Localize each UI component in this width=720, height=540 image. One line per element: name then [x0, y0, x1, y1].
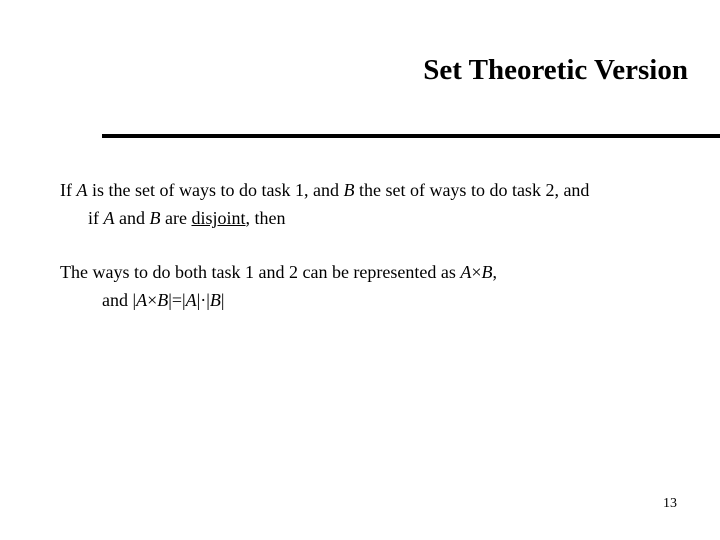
set-b-symbol: B — [209, 290, 221, 310]
text-run: , — [492, 262, 498, 282]
text-run: is the set of ways to do task 1, and — [87, 180, 344, 200]
paragraph-1-line-1 — [60, 176, 700, 204]
times-symbol: × — [471, 262, 482, 282]
disjoint-term: disjoint — [191, 208, 246, 228]
text-run: and | — [102, 290, 137, 310]
set-a-symbol: A — [136, 290, 148, 310]
text-run: If — [60, 180, 77, 200]
times-symbol: × — [147, 290, 158, 310]
paragraph-disjoint-sets — [60, 176, 700, 232]
set-a-symbol: A — [460, 262, 472, 282]
page-number: 13 — [663, 496, 677, 511]
paragraph-2-line-2 — [60, 286, 700, 314]
text-run: if — [88, 208, 104, 228]
paragraph-cartesian-product — [60, 258, 700, 314]
title-divider — [102, 134, 720, 138]
text-run: | — [220, 290, 225, 310]
set-b-symbol: B — [481, 262, 493, 282]
set-a-symbol: A — [185, 290, 197, 310]
dot-symbol: |·| — [196, 290, 210, 310]
set-a-symbol: A — [103, 208, 115, 228]
paragraph-2-line-1 — [60, 258, 700, 286]
text-run: and — [114, 208, 150, 228]
text-run: the set of ways to do task 2, and — [354, 180, 590, 200]
paragraph-1-line-2 — [60, 204, 700, 232]
set-b-symbol: B — [157, 290, 169, 310]
text-run: are — [160, 208, 192, 228]
slide-title: Set Theoretic Version — [423, 54, 688, 86]
set-a-symbol: A — [76, 180, 88, 200]
set-b-symbol: B — [343, 180, 355, 200]
text-run: , then — [245, 208, 286, 228]
text-run: |=| — [168, 290, 186, 310]
set-b-symbol: B — [149, 208, 161, 228]
text-run: The ways to do both task 1 and 2 can be represented as — [60, 262, 461, 282]
